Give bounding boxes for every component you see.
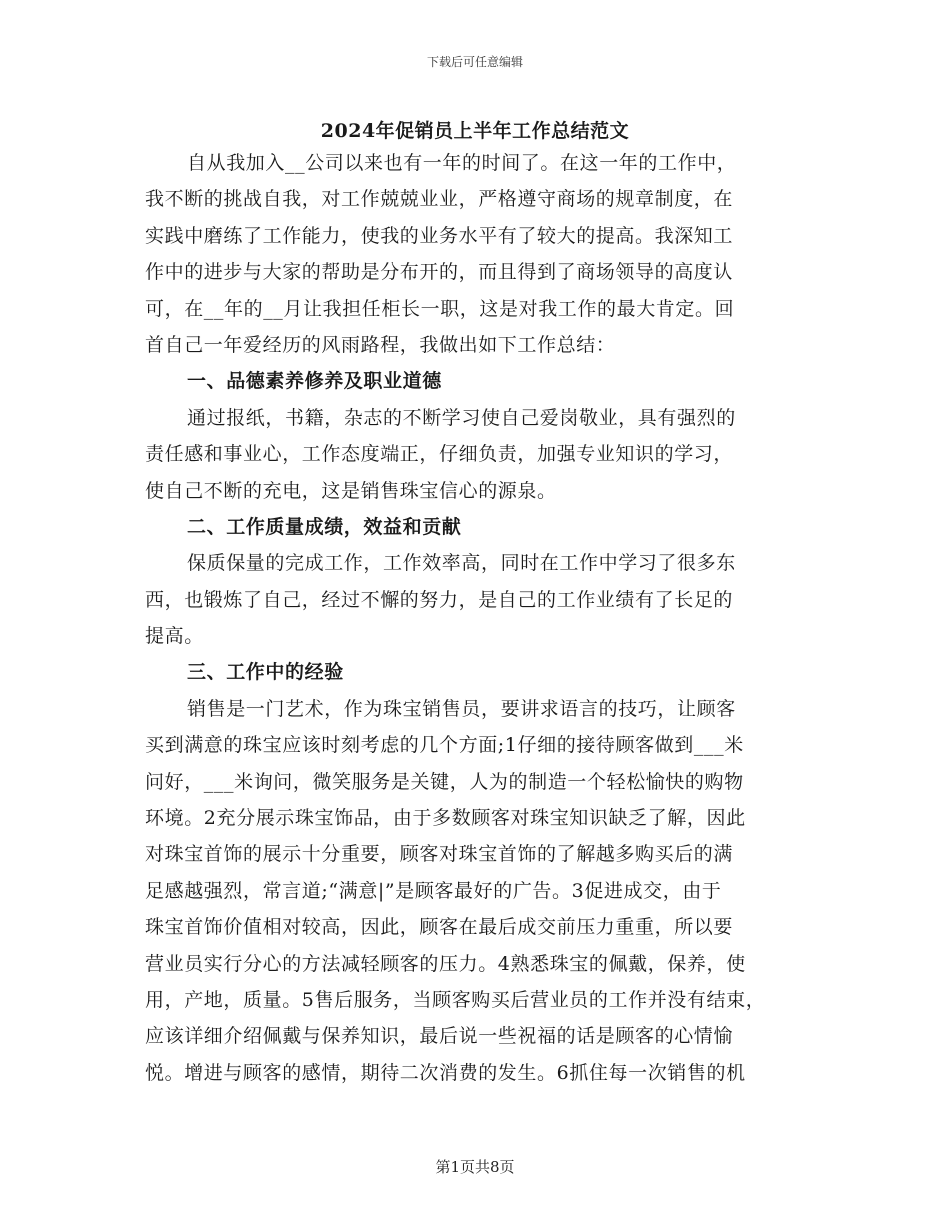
- paragraph-line: 买到满意的珠宝应该时刻考虑的几个方面;1仔细的接待顾客做到___米: [145, 734, 744, 757]
- paragraph-line: 使自己不断的充电，这是销售珠宝信心的源泉。: [145, 479, 557, 502]
- paragraph-line: 可，在__年的__月让我担任柜长一职，这是对我工作的最大肯定。回: [145, 297, 735, 320]
- paragraph-line: 问好，___米询问，微笑服务是关键，人为的制造一个轻松愉快的购物: [145, 770, 744, 793]
- paragraph-line: 保质保量的完成工作，工作效率高，同时在工作中学习了很多东: [187, 552, 736, 575]
- section-heading: 三、工作中的经验: [187, 661, 344, 684]
- document-body: [145, 145, 823, 1091]
- paragraph-line: 西，也锻炼了自己，经过不懈的努力，是自己的工作业绩有了长足的: [145, 588, 734, 611]
- paragraph-line: 自从我加入__公司以来也有一年的时间了。在这一年的工作中，: [187, 152, 737, 174]
- paragraph-line: 责任感和事业心，工作态度端正，仔细负责，加强专业知识的学习，: [145, 443, 734, 466]
- paragraph-line: 用，产地，质量。5售后服务，当顾客购买后营业员的工作并没有结束，: [145, 988, 766, 1011]
- paragraph-line: 珠宝首饰价值相对较高，因此，顾客在最后成交前压力重重，所以要: [145, 916, 734, 939]
- paragraph-line: 作中的进步与大家的帮助是分布开的，而且得到了商场领导的高度认: [145, 261, 734, 284]
- paragraph-line: 对珠宝首饰的展示十分重要，顾客对珠宝首饰的了解越多购买后的满: [145, 843, 734, 866]
- paragraph-line: 悦。增进与顾客的感情，期待二次消费的发生。6抓住每一次销售的机: [145, 1061, 746, 1084]
- paragraph-line: 足感越强烈，常言道;“满意|”是顾客最好的广告。3促进成交，由于: [145, 879, 722, 902]
- paragraph-line: 应该详细介绍佩戴与保养知识，最后说一些祝福的话是顾客的心情愉: [145, 1025, 734, 1048]
- paragraph-line: 营业员实行分心的方法减轻顾客的压力。4熟悉珠宝的佩戴，保养，使: [145, 952, 746, 975]
- paragraph-line: 首自己一年爱经历的风雨路程，我做出如下工作总结：: [145, 333, 616, 356]
- paragraph-line: 实践中磨练了工作能力，使我的业务水平有了较大的提高。我深知工: [145, 224, 734, 247]
- page-number-footer: 第1页共8页: [435, 1158, 515, 1176]
- paragraph-line: 环境。2充分展示珠宝饰品，由于多数顾客对珠宝知识缺乏了解，因此: [145, 807, 746, 830]
- paragraph-line: 提高。: [145, 625, 204, 648]
- document-title: 2024年促销员上半年工作总结范文: [320, 120, 630, 142]
- section-heading: 二、工作质量成绩，效益和贡献: [187, 515, 462, 538]
- header-note: 下载后可任意编辑: [426, 55, 523, 69]
- paragraph-line: 销售是一门艺术，作为珠宝销售员，要讲求语言的技巧，让顾客: [187, 697, 736, 720]
- paragraph-line: 我不断的挑战自我，对工作兢兢业业，严格遵守商场的规章制度，在: [145, 188, 734, 211]
- paragraph-line: 通过报纸，书籍，杂志的不断学习使自己爱岗敬业，具有强烈的: [187, 406, 736, 429]
- section-heading: 一、品德素养修养及职业道德: [187, 370, 442, 393]
